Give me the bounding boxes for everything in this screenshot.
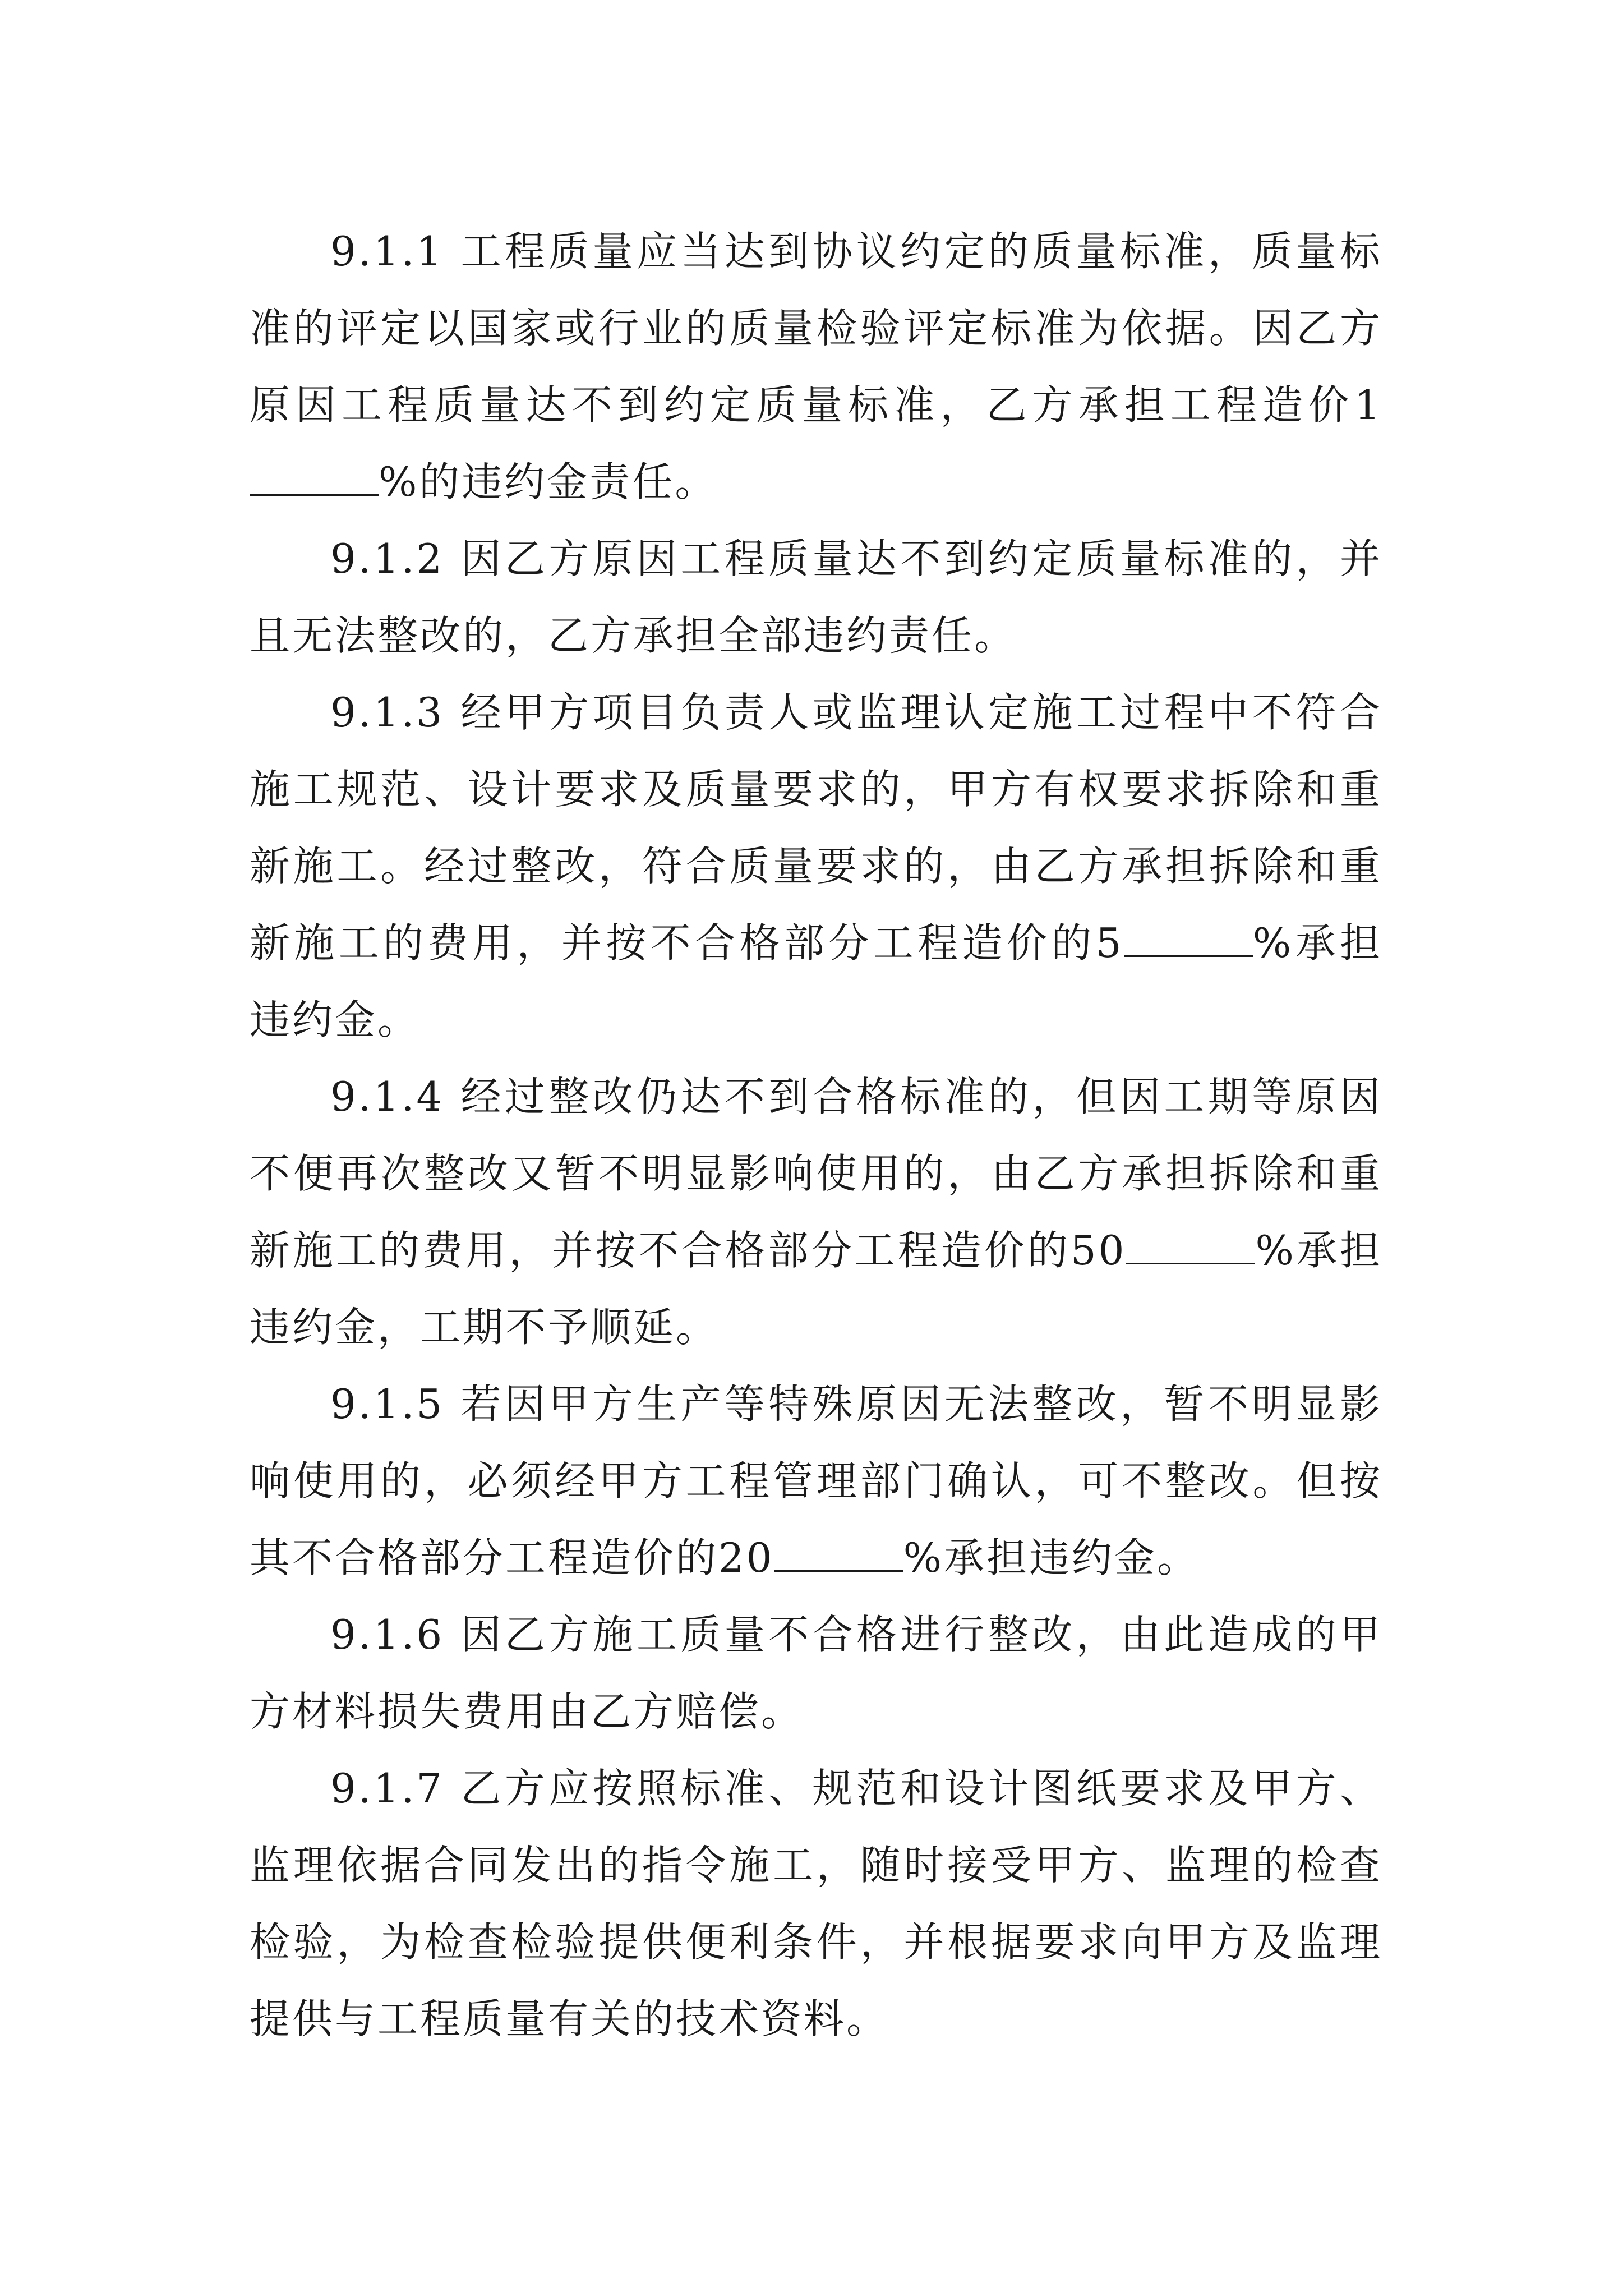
clause-9-1-3-text: 9.1.3 经甲方项目负责人或监理认定施工过程中不符合施工规范、设计要求及质量要求的，甲方有权要求拆除和重新施工。经过整改，符合质量要求的，由乙方承担拆除和重新施工的费用，并按不合格部分工程造价的5 (250, 689, 1382, 967)
document-body (250, 213, 1382, 2058)
clause-9-1-5-text: 9.1.5 若因甲方生产等特殊原因无法整改，暂不明显影响使用的，必须经甲方工程管理部门确认，可不整改。但按其不合格部分工程造价的20 (250, 1381, 1382, 1581)
clause-9-1-5-suffix: %承担违约金。 (903, 1534, 1200, 1581)
clause-9-1-7 (250, 1750, 1382, 2058)
clause-9-1-3-suffix: %承担违约金。 (250, 919, 1382, 1043)
clause-9-1-2-text: 9.1.2 因乙方原因工程质量达不到约定质量标准的，并且无法整改的，乙方承担全部违约责任。 (250, 535, 1382, 659)
fill-in-blank (1126, 1229, 1255, 1264)
clause-9-1-1-text: 9.1.1 工程质量应当达到协议约定的质量标准，质量标准的评定以国家或行业的质量检验评定标准为依据。因乙方原因工程质量达不到约定质量标准，乙方承担工程造价1 (250, 228, 1382, 429)
clause-9-1-4-text: 9.1.4 经过整改仍达不到合格标准的，但因工期等原因不便再次整改又暂不明显影响使用的，由乙方承担拆除和重新施工的费用，并按不合格部分工程造价的50 (250, 1073, 1382, 1274)
clause-9-1-2 (250, 521, 1382, 674)
clause-9-1-1 (250, 213, 1382, 521)
clause-9-1-7-text: 9.1.7 乙方应按照标准、规范和设计图纸要求及甲方、监理依据合同发出的指令施工，随时接受甲方、监理的检查检验，为检查检验提供便利条件，并根据要求向甲方及监理提供与工程质量有关的技术资料。 (250, 1765, 1382, 2042)
clause-9-1-4-suffix: %承担违约金，工期不予顺延。 (250, 1227, 1382, 1351)
clause-9-1-4 (250, 1059, 1382, 1366)
clause-9-1-3 (250, 674, 1382, 1059)
clause-9-1-5 (250, 1366, 1382, 1596)
fill-in-blank (774, 1536, 903, 1572)
fill-in-blank (250, 461, 379, 496)
clause-9-1-6-text: 9.1.6 因乙方施工质量不合格进行整改，由此造成的甲方材料损失费用由乙方赔偿。 (250, 1611, 1382, 1735)
clause-9-1-1-suffix: %的违约金责任。 (379, 458, 718, 505)
fill-in-blank (1124, 922, 1253, 957)
clause-9-1-6 (250, 1596, 1382, 1750)
